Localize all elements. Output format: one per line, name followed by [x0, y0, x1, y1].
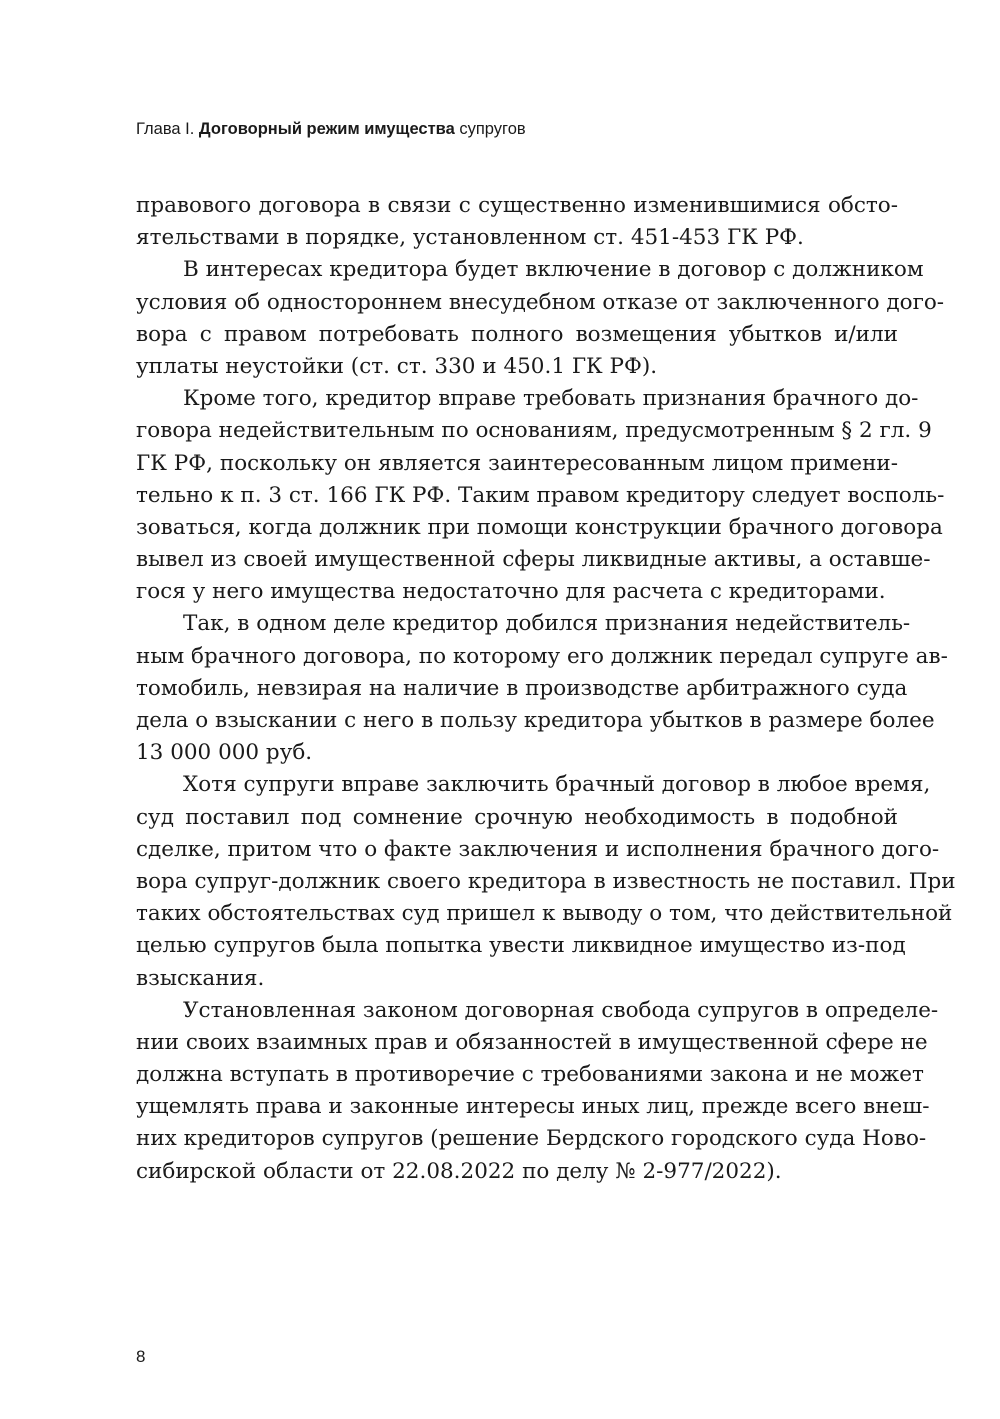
text-line: В интересах кредитора будет включение в договор с должником — [183, 257, 924, 283]
text-line: Установленная законом договорная свобода супругов в определе- — [183, 997, 939, 1023]
text-line: Кроме того, кредитор вправе требовать признания брачного до- — [183, 386, 919, 412]
text-line: зоваться, когда должник при помощи конструкции брачного договора — [136, 514, 943, 540]
text-line: ущемлять права и законные интересы иных лиц, прежде всего внеш- — [136, 1094, 930, 1120]
text-line: ГК РФ, поскольку он является заинтересованным лицом примени- — [136, 450, 898, 476]
text-line: них кредиторов супругов (решение Бердского городского суда Ново- — [136, 1126, 927, 1152]
text-line: уплаты неустойки (ст. ст. 330 и 450.1 ГК РФ). — [136, 353, 658, 379]
header-bold-title: Договорный режим имущества — [198, 120, 455, 138]
text-line: вывел из своей имущественной сферы ликвидные активы, а оставше- — [136, 547, 931, 573]
text-line: правового договора в связи с существенно изменившимися обсто- — [136, 193, 898, 218]
text-line: сибирской области от 22.08.2022 по делу № 2-977/2022). — [136, 1158, 782, 1184]
text-line: тельно к п. 3 ст. 166 ГК РФ. Таким правом кредитору следует восполь- — [136, 482, 945, 508]
text-line: вора супруг-должник своего кредитора в известность не поставил. При — [136, 868, 956, 894]
text-line: взыскания. — [136, 965, 265, 991]
text-line: Так, в одном деле кредитор добился признания недействитель- — [183, 611, 911, 637]
header-suffix: супругов — [459, 120, 526, 138]
body-text — [136, 190, 956, 1188]
paragraph — [136, 383, 945, 608]
paragraph — [136, 190, 898, 254]
text-line: говора недействительным по основаниям, предусмотренным § 2 гл. 9 — [136, 418, 932, 444]
paragraph — [136, 254, 945, 383]
text-line: должна вступать в противоречие с требованиями закона и не может — [136, 1062, 924, 1088]
text-line: нии своих взаимных прав и обязанностей в имущественной сфере не — [136, 1029, 928, 1055]
text-line: томобиль, невзирая на наличие в производстве арбитражного суда — [136, 675, 908, 701]
text-line: вора с правом потребовать полного возмещения убытков и/или — [136, 321, 898, 347]
text-line: дела о взыскании с него в пользу кредитора убытков в размере более — [136, 708, 935, 733]
text-line: таких обстоятельствах суд пришел к выводу о том, что действительной — [136, 901, 953, 927]
text-line: ятельствами в порядке, установленном ст. 451-453 ГК РФ. — [136, 225, 804, 251]
paragraph — [136, 608, 948, 769]
text-line: Хотя супруги вправе заключить брачный договор в любое время, — [183, 772, 931, 798]
paragraph — [136, 995, 939, 1188]
text-line: 13 000 000 руб. — [136, 740, 313, 766]
page-number: 8 — [136, 1347, 146, 1366]
header-chapter: Глава I. — [136, 120, 195, 138]
text-line: гося у него имущества недостаточно для расчета с кредиторами. — [136, 579, 886, 605]
text-line: ным брачного договора, по которому его должник передал супруге ав- — [136, 643, 948, 669]
running-header — [136, 120, 526, 139]
text-line: суд поставил под сомнение срочную необходимость в подобной — [136, 804, 898, 830]
text-line: сделке, притом что о факте заключения и исполнения брачного дого- — [136, 836, 940, 862]
paragraph — [136, 769, 956, 994]
text-line: целью супругов была попытка увести ликвидное имущество из-под — [136, 933, 906, 959]
text-line: условия об одностороннем внесудебном отказе от заключенного дого- — [136, 289, 945, 315]
